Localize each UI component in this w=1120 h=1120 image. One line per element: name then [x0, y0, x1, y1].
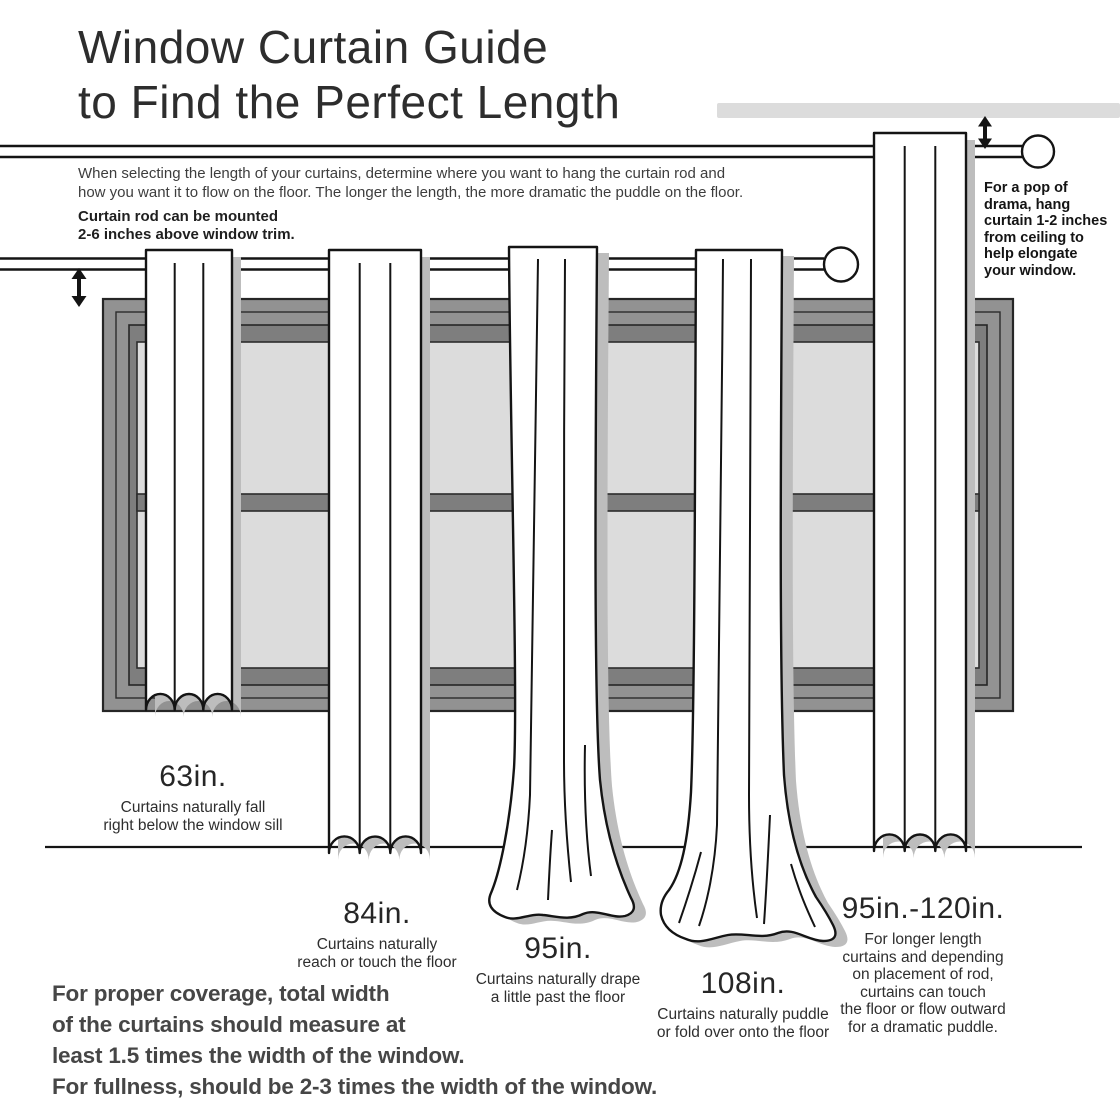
caption-line: Curtains naturally drape [475, 971, 641, 988]
caption-line: Curtains naturally [316, 936, 438, 953]
coverage-line: For proper coverage, total width [52, 981, 390, 1006]
label-84in [297, 897, 456, 971]
ceiling-tip-line: drama, hang [984, 196, 1071, 213]
rod-mount-note [78, 208, 295, 244]
intro-line-1: When selecting the length of your curtains, determine where you want to hang the curtain rod and [78, 165, 726, 182]
length-caption [297, 936, 456, 971]
ceiling-tip-line: curtain 1-2 inches [984, 213, 1108, 229]
caption-line: Curtains naturally puddle [657, 1006, 829, 1023]
ceiling-tip-line: For a pop of [984, 180, 1068, 196]
length-caption [103, 799, 282, 834]
label-108in [657, 967, 829, 1041]
title-line-1: Window Curtain Guide [78, 21, 549, 73]
caption-line: For longer length [864, 931, 982, 948]
up-down-arrow-icon [978, 116, 992, 149]
caption-line: or fold over onto the floor [656, 1023, 830, 1041]
length-value: 63in. [159, 760, 227, 793]
curtain-panel [146, 250, 232, 710]
length-value: 84in. [343, 897, 411, 930]
title-line-2: to Find the Perfect Length [78, 76, 621, 128]
curtain-84in [329, 250, 430, 860]
rod-note-line-2: 2-6 inches above window trim. [78, 226, 295, 243]
coverage-line: For fullness, should be 2-3 times the width of the window. [52, 1074, 658, 1099]
coverage-line: of the curtains should measure at [52, 1012, 406, 1037]
caption-line: a little past the floor [490, 988, 626, 1006]
caption-line: right below the window sill [103, 816, 283, 834]
caption-line: for a dramatic puddle. [848, 1018, 998, 1036]
ceiling-tip-note [984, 180, 1118, 279]
length-value: 95in. [524, 932, 592, 965]
up-down-arrow-icon [72, 268, 87, 307]
caption-line: curtains and depending [842, 948, 1004, 966]
finial-icon [824, 248, 858, 282]
intro-paragraph [78, 165, 743, 202]
ceiling-tip-line: from ceiling to [984, 229, 1084, 246]
curtain-panel [329, 250, 421, 853]
page-title [78, 20, 620, 130]
curtain-95-120in [874, 133, 975, 858]
finial-icon [1022, 136, 1054, 168]
rod-note-line-1: Curtain rod can be mounted [78, 208, 279, 225]
ceiling-bar [717, 103, 1120, 118]
caption-line: the floor or flow outward [840, 1001, 1006, 1018]
curtain-63in [146, 250, 241, 717]
coverage-line: least 1.5 times the width of the window. [52, 1043, 465, 1068]
caption-line: on placement of rod, [852, 966, 994, 983]
caption-line: reach or touch the floor [297, 953, 457, 971]
caption-line: curtains can touch [860, 983, 986, 1001]
label-63in [103, 760, 282, 834]
ceiling-tip-line: your window. [984, 262, 1077, 279]
intro-line-2: how you want it to flow on the floor. The longer the length, the more dramatic the puddle on the floor. [78, 183, 744, 201]
curtain-panel [874, 133, 966, 851]
label-95-120in [840, 892, 1005, 1036]
length-value: 95in.-120in. [841, 892, 1005, 925]
caption-line: Curtains naturally fall [120, 799, 266, 816]
length-caption [840, 931, 1005, 1036]
length-value: 108in. [700, 967, 786, 1000]
ceiling-tip-line: help elongate [984, 246, 1078, 262]
coverage-note [52, 978, 657, 1102]
length-caption [657, 1006, 829, 1041]
